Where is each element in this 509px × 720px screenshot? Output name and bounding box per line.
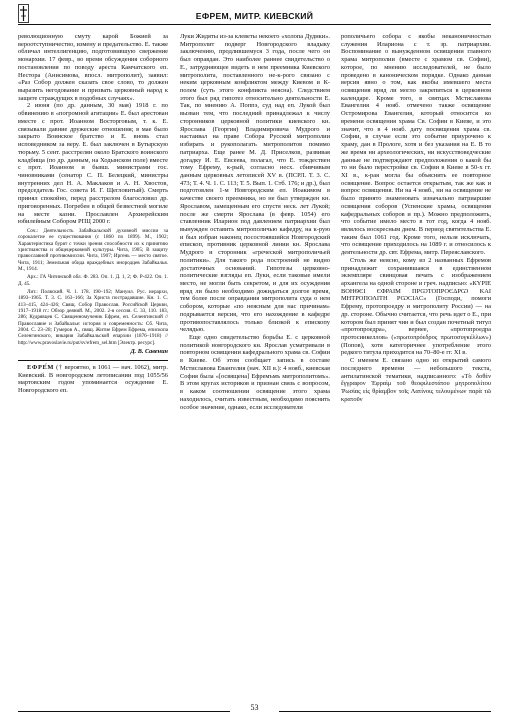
body-paragraph: С именем Е. связано одно из открытий самого последнего времени — небольшого текста, антилатинской тематики, надписанного: «Τὸ δοθὲν ἔγγραφον Ἐφραὶμ τοῦ θεοφιλεστάτου μητροπολίτου Ῥωσίας εἰς θρίαμβον τοῖς Λατίνοις τελουμένων παρὰ τῶ κρατοῦν xyxy=(341,357,491,403)
body-paragraph: Столь же неясно, кому из 2 названных Ефремов принадлежит сохранившаяся в единственном экземпляре свинцовая печать с изображением архангела на одной стороне и греч. надписью: «КҮРІЕ ВОНѲЄІ ЄΦРАΙΜ ПРѠТОΠРОЄΔРѠ ΚΑΙ ΜΗΤΡΟΠΟΛΙΤΗ ΡѠСΙΑС» (Господи, помоги Ефрему, протопроедру и митрополиту России) — на др. стороне. Обычно считается, что речь идет о Е., при котором был принят чин и был создан почетный титул «протопроедра», вернее, «протопроедра протосинкеллов» («πρωτοπρόεδρος πρωτοσυγκέλλων») (Попов), хотя категоричнее употребление этого редкого титула приходится на 70–80-е гг. XI в. xyxy=(341,256,491,357)
footer-rule-right xyxy=(279,711,491,712)
column-right xyxy=(341,33,491,404)
page-number: 53 xyxy=(250,703,259,712)
bibliography-archive: Арх.: ГА Читинской обл. Ф. 283. Оп. 1. Д. 1, 2; Ф. Р-422. Оп. 1. Д. 45. xyxy=(18,274,168,287)
entry-text: († вероятно, в 1061 — нач. 1062), митр. Киевский. В новгородском летописании под 1055/56 мартовским годом упоминается осуждение Е. Новгородского еп. xyxy=(18,363,168,395)
bibliography-literature: Лит.: Полвский. Ч. 1. 178. 190–192; Мануил. Рус. иерархи, 1893–1965. Т. 3. С. 163–166; За Христа пострадавшие. Кн. 1. С. 413–415, 424–426; Свящ. Собор Православ. Российской Церкви, 1917–1918 гг.: Обзор деяний. М., 2002. 2-я сессия. С. 33, 110. 183, 286; Кудрявцев С. Священномученик Ефрем, еп. Селенгинский // Православие и Забайкалье: история и современность: Сб. Чита, 2004. С. 23–28; Гумеров А., свящ. Житие Ефрем Ефрема, епископа Селенгинского, викария Забайкальской епархии (1876–1918) // http://www.pravoslavie.ru/put/sv/efrem_sel.htm [Электр. ресурс]. xyxy=(18,289,168,346)
article-separator xyxy=(18,360,168,361)
page-footer xyxy=(18,703,491,717)
column-middle xyxy=(180,33,330,411)
header-rule xyxy=(18,24,491,25)
body-paragraph: Еще одно свидетельство борьбы Е. с церковной политикой новгородского кн. Ярослав усматривали в повторном освящении кафедрального храма св. Софии в Киеве. Об этом сообщает запись в составе Мстиславова Евангелия (нач. XII в.): 4 нояб., киевская София была «[освящена] Ефремъмъ митрополитомъ». В этом кругах историков и признан связь с вопросом, в каком соотношении освящение этого храма находилось, считать известным, необходимо пояснить особое значение, однако, если исследователи xyxy=(180,334,330,411)
body-paragraph: Луки Жидяты из-за клеветы некоего «холопа Дудики». Митрополит подверг Новгородского владыку заключению, продлившемуся 3 года, после чего он был оправдан. Это наиболее раннее свидетельство о Е., затрудняющее видеть в нем преемника Киевского митрополита, поставленного не-к-рого связано с неким церковным конфликтом между Киевом и К-полем (суть этого конфликта неясна). Следствием этого был ряд гипотез относительно деятельности Е. Так, по мнению А. Поппэ, суд над еп. Лукой был вызван тем, что последний принадлежал к числу сторонников церковной политики киевского кн. Ярослава (Георгия) Владимировича Мудрого и настаивал на праве Собора Русской митрополии избирать и рукополагать митрополитов помимо патриарха. Еще ранее М. Д. Приселков, развивая догадку И. Е. Евсеева, полагал, что Е. тождествен тому Ефрему, к-рый, согласно несх. сбивчивым данным церковных летописей XV в. (ПСРЛ. Т. 3. С. 473; Т. 4. Ч. 1. С. 113; Т. 5. Вып. 1. Стб. 176; и др.), был подготовлен 1-м Новгородским еп. Иоакимом в качестве своего преемника, но не был утвержден кн. Ярославом, замещенным его спустя неск. лет Лукой; после же смерти Ярослава (в февр. 1054) его ставленник Иларион под давлением патриархии был вынужден оставить митрополичью кафедру, на к-рую и был избран наконец посостоявшийся Новгородский епископ, противник церковной линии кн. Ярослава Мудрого и сторонник «греческой митрополичьей политики». Для такого рода построений не видно достаточных оснований. Гипотезы церковно-политические взгляды еп. Луки, если таковые имели место, не могли быть секретом, и для их осуждения вряд ли было необходимо дожидаться долгое время, тем более после оправдания митрополита суда о нем собором, которые «по неясным для нас причинам» подрывается версия, что его нахождение в кафедре противопоставлялось только близкой к епископу челядью. xyxy=(180,33,330,334)
bibliography-works: Соч.: Деятельность Забайкальской духовной миссии за сорокалетие ее существования (с 1860 по 1899). М., 1902; Характеристика бурят с точки зрения способности их к принятию христианства и общецерковной культуры. Чита, 1905; В защиту православной противомиссии. Чита, 1907; Иргень — место святое. Чита, 1911; Земельная обида враждебных инородцев Забайкалья. М., 1914. xyxy=(18,227,168,273)
running-header xyxy=(18,4,491,28)
column-left xyxy=(18,33,168,395)
body-paragraph: рополичьего собора с якобы неканоничностью служения Илариона с т. зр. патриархии. Воспоминание о вынужденном освящении главного храма митрополии (вместе с храмом св. Софии), которое, по мнению исследователей, не было проведено в каноническом порядке. Однако данная версия явно о том, как якобы имевшего места освящения вряд ли могло закрепиться в церковном календаре. Кроме того, в святцах Мстиславова Евангелия 4 нояб. отмечено также освящение Остромирова Евангелия, который относится ко времени освящения храма Св. Софии в Киеве, и это значит, что в 4 нояб. дату посвящения храма св. Софии, в случае если это событие приурочено к храму, дан в Прологе, хотя и без указания на Е. В то же время ни археологических, ни искусствоведческие данные не подтверждают предположения о какой бы то ни было перестройке св. Софии в Киеве в 50-х гг. XI в., к-рая могла бы объяснить ее повторное освящение. Вопрос остается открытым, так же как и вопрос освящения. Ни на 4 нояб., ни на освящение не было принято знаменовать изначально патриаршие освящения соборов (Успенские храмы, освящения кафедральных соборов и пр.). Можно предположить, что событие имело место в тот год, когда 4 нояб. являлось воскресным днем. В период святительства Е. таким был 1061 год. Кроме того, нельзя исключать, что освящение приходилось на 1089 г. и относилось к деятельности др. свт. Ефрема, митр. Переяславского. xyxy=(341,33,491,257)
body-paragraph: революционную смуту карой Божией за вероотступничество, измену и предательство. Е. также обличал интеллигенцию, подготовившую свержение монархии. 17 февр., во время обсуждения соборного постановления по поводу ареста Камчатского еп. Нестора (Анисимова, впосл. митрополит), заявил: «Раз Собор должен сказать свое слово, то должен выразить негодование и призвать церковный народ к защите страждущих в подобных случаях». xyxy=(18,33,168,102)
article-author: Д. В. Савенин xyxy=(130,348,168,356)
body-paragraph: 2 июня (по др. данным, 30 мая) 1918 г. по обвинению в «погромной агитации» Е. был арестован вместе с прот. Иоанном Восторговым, т. к. Е. связывали давние дружеские отношения; в мае было закрыто Воинское братство и Е. вновь стал исповедником за веру. Е. был заключен в Бутырскую тюрьму. 5 сент. расстрелян около Братского воинского кладбища (по др. данным, на Ходынском поле) вместе с прот. Иоанном и бывш. министрами гос. чиновниками (сенатор С. П. Белецкий, министры внутренних дел Н. А. Маклаков и А. Н. Хвостов, председатель Гос. совета И. Г. Щегловитый). Смерть принял спокойно, перед расстрелом благословил др. приговоренных. Погребен в общей безвестной могиле на месте казни. Прославлен Архиерейским юбилейным Собором РПЦ 2000 г. xyxy=(18,102,168,226)
entry-paragraph xyxy=(18,364,168,395)
entry-headword: ЕФРЕ́М xyxy=(27,363,54,371)
page-title: ЕФРЕМ, МИТР. КИЕВСКИЙ xyxy=(195,11,314,21)
